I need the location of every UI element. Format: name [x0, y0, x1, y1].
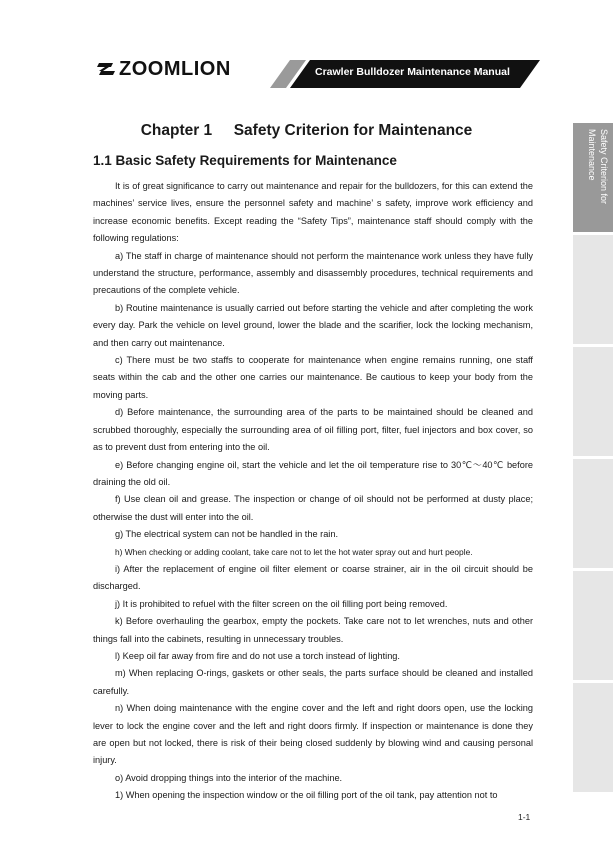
paragraph-e: e) Before changing engine oil, start the vehicle and let the oil temperature rise to 30℃～40℃ before draining the old oil. [93, 459, 533, 487]
zoomlion-logo-icon [95, 60, 117, 78]
paragraph-i: i) After the replacement of engine oil filter element or coarse strainer, air in the oil circuit should be discharged. [93, 563, 533, 592]
tab-chapter-3[interactable] [573, 347, 613, 456]
paragraph-m: m) When replacing O-rings, gaskets or other seals, the parts surface should be cleaned and installed carefully. [93, 668, 533, 696]
paragraph-h: h) When checking or adding coolant, take care not to let the hot water spray out and hurt people. [115, 546, 473, 557]
paragraph-n: n) When doing maintenance with the engine cover and the left and right doors open, use the locking lever to lock the engine cover and the left and right doors firmly. If inspection or maintenance is done they are open but not locked, there is risk of their being closed suddenly by blowing wind and causing personal injury. [93, 703, 533, 766]
tab-chapter-4[interactable] [573, 459, 613, 568]
paragraph-o: o) Avoid dropping things into the interior of the machine. [115, 772, 343, 783]
chapter-tabs [573, 123, 613, 795]
paragraph-f: f) Use clean oil and grease. The inspection or change of oil should not be performed at dusty place; otherwise the dust will enter into the oil. [93, 494, 533, 522]
paragraph-l: l) Keep oil far away from fire and do not use a torch instead of lighting. [115, 650, 400, 661]
paragraph-j: j) It is prohibited to refuel with the filter screen on the oil filling port being removed. [115, 598, 448, 609]
zoomlion-logo [95, 58, 231, 80]
paragraph-o-1: 1) When opening the inspection window or the oil filling port of the oil tank, pay attention not to [115, 790, 498, 801]
body-text [93, 178, 533, 805]
paragraph-k: k) Before overhauling the gearbox, empty the pockets. Take care not to let wrenches, nuts and other things fall into the cabinets, resulting in unnecessary troubles. [93, 616, 533, 644]
section-title: 1.1 Basic Safety Requirements for Maintenance [93, 153, 397, 168]
tab-safety-criterion[interactable] [573, 123, 613, 232]
tab-chapter-6[interactable] [573, 683, 613, 792]
paragraph-c: c) There must be two staffs to cooperate for maintenance when engine remains running, one staff seats within the cab and the other one carries our maintenance. Be cautious to keep your body from the moving parts. [93, 355, 533, 400]
paragraph-intro: It is of great significance to carry out maintenance and repair for the bulldozers, for this can extend the machines’ service lives, ensure the personnel safety and machine’ s safety, improve work efficiency and increase economic benefits. Except reading the “Safety Tips”, maintenance staff should comply with the following regulations: [93, 181, 533, 244]
chapter-title: Chapter 1 Safety Criterion for Maintenance [140, 122, 473, 139]
paragraph-d: d) Before maintenance, the surrounding area of the parts to be maintained should be cleaned and scrubbed thoroughly, especially the surrounding area of oil filling port, filter, fuel injectors and box cover, so as to prevent dust from entering into the oil. [93, 407, 533, 453]
tab-chapter-5[interactable] [573, 571, 613, 680]
page-number: 1-1 [518, 812, 531, 822]
tab-chapter-2[interactable] [573, 235, 613, 344]
paragraph-b: b) Routine maintenance is usually carried out before starting the vehicle and after completing the work every day. Park the vehicle on level ground, lower the blade and the scarifier, lock the locking mechanism, and then carry out maintenance. [93, 302, 533, 348]
paragraph-g: g) The electrical system can not be handled in the rain. [115, 529, 339, 540]
tab-label: Safety Criterion for Maintenance [587, 129, 609, 205]
manual-title: Crawler Bulldozer Maintenance Manual [315, 66, 510, 78]
paragraph-a: a) The staff in charge of maintenance should not perform the maintenance work unless they have fully understand the structure, performance, assembly and disassembly procedures, technical requirements and precautions of the complete vehicle. [93, 250, 533, 296]
logo-text: ZOOMLION [119, 57, 231, 80]
